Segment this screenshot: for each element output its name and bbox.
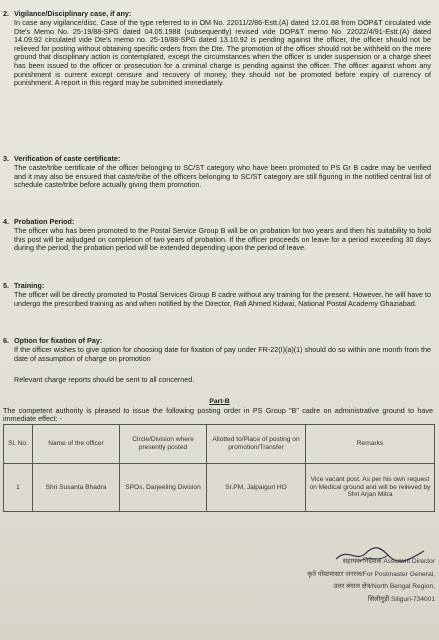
section-number: 5. — [3, 281, 9, 290]
section-body: In case any vigilance/disc. Case of the type referred to in OM No. 22011/2/86-Estt.(A) dated 12.01.88 from DOP&T circulated vide Dte's Memo No. 25-19/88-SPG dated 04.05.1988 (subsequently) revised vide DOP&T memo No. 22022/4/91-Estt.(A) dated 14.09.92 circulated vide Dte's memo no. 25-19/88-SPG dated 13.10.92 is pending against the officer, the officer should not be relieved for posting without obtaining specific orders from the Dte. The promotion of the officer should not be withheld on the mere ground that disciplinary action is contemplated, except the circumstances when the officer is under suspension or a charge sheet has been issued to the officer or prosecution for a criminal charge is pending against the officer. The officer against whom any punishment is current except censure and recovery of money, they should not be promoted before expiry of currency of punishment. A report in this regard may be submitted immediately. — [14, 18, 431, 88]
header-allotted-posting: Allotted to/Place of posting on promotion/Transfer — [207, 425, 306, 464]
section-number: 2. — [3, 9, 9, 18]
signature-block — [230, 556, 435, 606]
signature-region: उत्तर बंगाल क्षेत्र/North Bengal Region, — [333, 583, 435, 590]
header-remarks: Remarks — [306, 425, 435, 464]
section-heading-text: Option for fixation of Pay: — [14, 336, 103, 345]
cell-officer-name: Shri Susanta Bhadra — [33, 464, 120, 512]
part-b-title: Part-B — [209, 398, 230, 405]
signature-city: सिलीगुड़ी Siliguri-734001 — [367, 595, 435, 603]
signature-designation: सहायक निदेशक Assistant Director — [342, 558, 435, 565]
section-body: If the officer wishes to give option for choosing date for fixation of pay under FR-22(I)(a)(1) should do so within one month from the date of assumption of charge on promotion — [14, 345, 431, 363]
cell-present-posting: SPOs, Darjeeling Division — [120, 464, 207, 512]
table-row — [4, 464, 435, 512]
section-body: The officer who has been promoted to the Postal Service Group B will be on probation for two years and then his suitability to hold this post will be adjudged on completion of two years of probation. If the officer proceeds on leave for a period exceeding 30 days during the period, the probation period will be extended depending upon the period of leave. — [14, 226, 431, 253]
section-heading-text: Vigilance/Disciplinary case, if any: — [14, 9, 132, 18]
header-present-posting: Circle/Division where presently posted — [120, 425, 207, 464]
header-sl-no: Sl. No. — [4, 425, 33, 464]
posting-table — [3, 424, 435, 512]
section-heading-text: Verification of caste certificate: — [14, 154, 121, 163]
part-b-intro: The competent authority is pleased to issue the following posting order in PS Group "B" cadre on administrative ground to have immediate effect: - — [3, 406, 433, 424]
section-body: The caste/tribe certificate of the officer belonging to SC/ST category who have been promoted to PS Gr B cadre may be verified and it may also be ensured that caste/tribe of the officers belonging to SC/ST category are still figuring in the notified central list of schedule caste/tribe before actually giving them promotion. — [14, 163, 431, 190]
signature-on-behalf: कृते पोस्टमास्टर जनरल/For Postmaster General, — [307, 570, 435, 578]
relevant-charge-note: Relevant charge reports should be sent to all concerned. — [14, 375, 195, 384]
section-number: 6. — [3, 336, 9, 345]
section-number: 4. — [3, 217, 9, 226]
cell-sl-no: 1 — [4, 464, 33, 512]
header-officer-name: Name of the officer — [33, 425, 120, 464]
section-body: The officer will be directly promoted to Postal Services Group B cadre without any training for the present. However, he will have to undergo the prescribed training as and when notified by the Director, Rafi Ahmed Kidwai, National Postal Academy Ghaziabad. — [14, 290, 431, 308]
table-header-row — [4, 425, 435, 464]
cell-remarks: Vice vacant post. As per his own request on Medical ground and will be relieved by Shri Arjan Mitra — [306, 464, 435, 512]
section-number: 3. — [3, 154, 9, 163]
section-heading-text: Probation Period: — [14, 217, 75, 226]
section-heading-text: Training: — [14, 281, 45, 290]
cell-allotted-posting: Sr.PM, Jalpaiguri HO — [207, 464, 306, 512]
